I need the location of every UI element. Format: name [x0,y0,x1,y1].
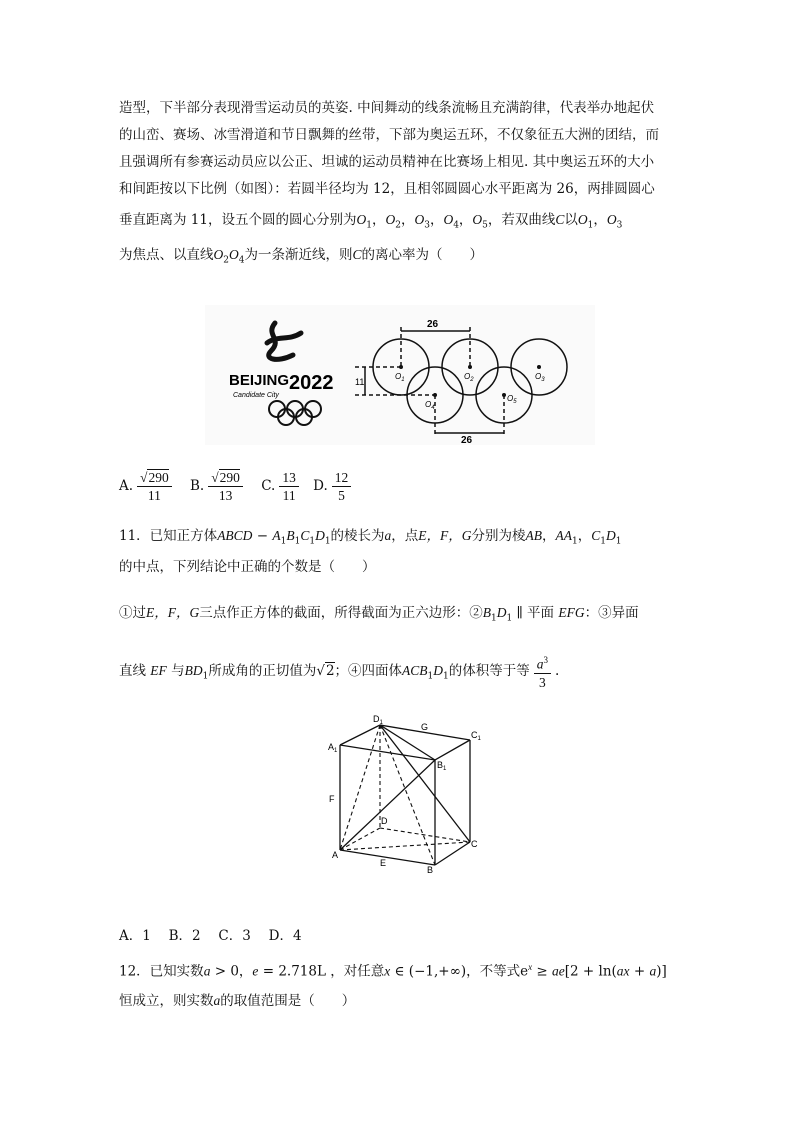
dim-top: 26 [427,319,439,330]
svg-text:O1: $O_1$ [395,372,405,383]
svg-text:O3: $O_3$ [535,372,545,383]
p12-text-line-1: 12．已知实数a > 0，e = 2.718L ，对任意x ∈ (−1,+∞)，不等式$e^x \ge ae[2 + \ln(ax + a)]$ [119,962,667,980]
logo-text: BEIJING [229,372,290,389]
p11-text-line-4: 直线 EF 与$BD_1$所成角的正切值为√2；④四面体$ACB_1D_1$的体积等于等 $\frac{a^3}{3}$ . [119,652,559,691]
svg-text:B: B [427,865,434,875]
svg-text:C: C [471,839,478,849]
option-d[interactable]: D. $\frac{12}{5}$ [313,478,355,494]
svg-text:O4: $O_4$ [425,400,435,411]
p10-options [119,466,355,506]
p10-l5b: ，若双曲线 [487,212,556,228]
svg-text:D1: $D_1$ [373,714,383,726]
p11-text-line-1: 11．已知正方体ABCD − $A_1B_1C_1D_1$的棱长为a，点E，F，G分别为棱AB，$AA_1$，$C_1D_1$ [119,528,622,547]
p10-l5c: 以 [564,212,578,228]
svg-text:O2: $O_2$ [464,372,474,383]
p10-l6c: 的离心率为（ ） [361,247,483,263]
olympic-rings-figure [205,305,595,445]
p10-text-line-4: 和间距按以下比例（如图）：若圆半径均为 12，且相邻圆圆心水平距离为 26，两排圆圆心 [119,181,655,197]
p10-text-line-3: 且强调所有参赛运动员应以公正、坦诚的运动员精神在比赛场上相见. 其中奥运五环的大小 [119,154,655,170]
p11-text-line-3: ①过E，F，G三点作正方体的截面，所得截面为正六边形：$②B_1D_1$ ∥ 平面 EFG：③异面 [119,605,639,624]
svg-text:A: A [332,850,339,860]
option-b[interactable]: B. $\frac{√290}{13}$ [190,478,247,494]
p11-text-line-2: 的中点，下列结论中正确的个数是（ ） [119,559,376,575]
dim-left: 11 [355,377,365,387]
svg-text:C1: $C_1$ [471,730,481,742]
svg-text:A1: $A_1$ [328,742,338,754]
p11-answers: A．1 B．2 C．3 D．4 [119,928,302,944]
svg-text:D: D [381,816,388,826]
svg-text:O5: $O_5$ [507,394,517,405]
svg-text:B1: $B_1$ [437,760,447,772]
option-c[interactable]: C. $\frac{13}{11}$ [261,478,303,494]
svg-text:G: G [421,722,429,732]
svg-text:F: F [329,794,335,804]
p10-text-line-2: 的山峦、赛场、冰雪滑道和节日飘舞的丝带，下部为奥运五环，不仅象征五大洲的团结，而 [119,127,659,143]
p10-l5a: 垂直距离为 11，设五个圆的圆心分别为 [119,212,357,228]
logo-sub: Candidate City [233,392,279,399]
option-a[interactable]: A. $\frac{√290}{11}$ [119,478,176,494]
p10-text-line-5: 垂直距离为 11，设五个圆的圆心分别为$O_1$，$O_2$，$O_3$，$O_4$，$O_5$，若双曲线C以$O_1$，$O_3$ [119,212,623,231]
cube-figure [325,710,490,875]
svg-text:E: E [380,858,387,868]
p12-text-line-2: 恒成立，则实数a的取值范围是（ ） [119,993,356,1009]
p10-text-line-1: 造型，下半部分表现滑雪运动员的英姿. 中间舞动的线条流畅且充满韵律，代表举办地起伏 [119,100,655,116]
p10-l6b: 为一条渐近线，则 [244,247,353,263]
logo-year: 2022 [289,372,334,394]
p10-text-line-6: 为焦点、以直线$O_2O_4$为一条渐近线，则C的离心率为（ ） [119,247,483,266]
dim-bottom: 26 [461,435,473,445]
